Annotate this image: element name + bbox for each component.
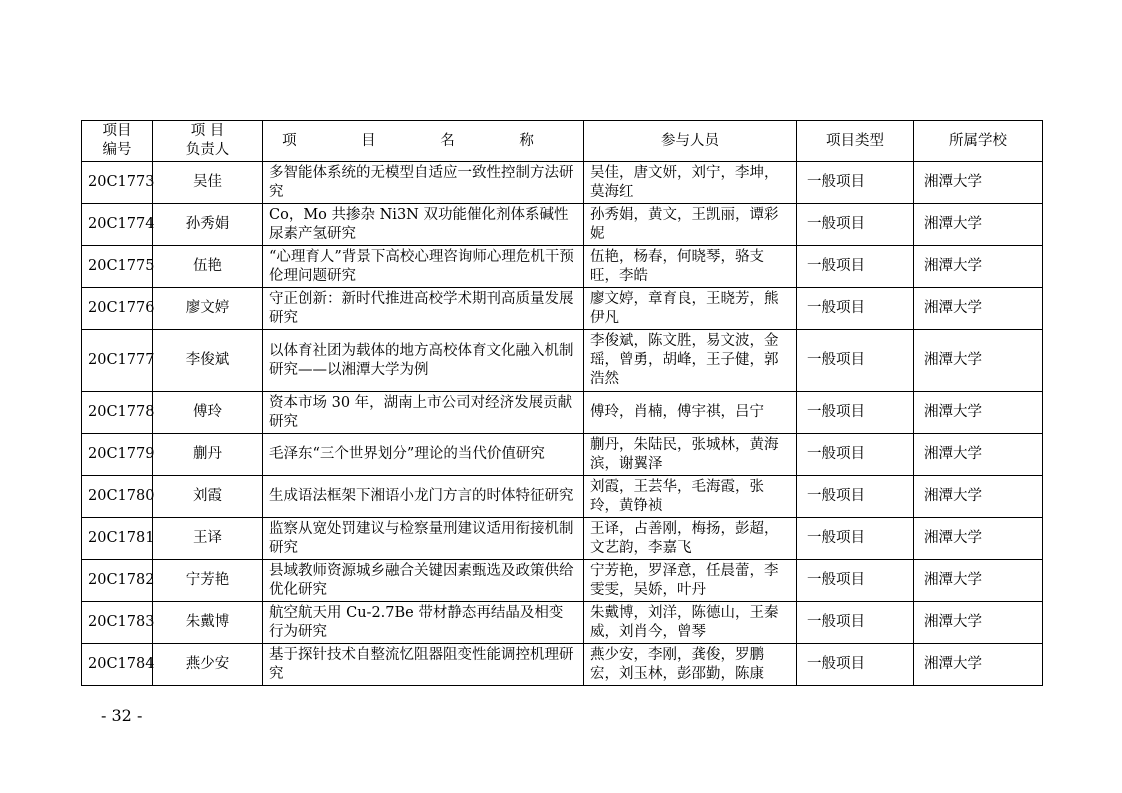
cell-name: 多智能体系统的无模型自适应一致性控制方法研究 (263, 162, 584, 204)
cell-leader: 燕少安 (153, 644, 263, 686)
cell-id: 20C1780 (82, 476, 153, 518)
cell-school: 湘潭大学 (914, 476, 1043, 518)
cell-name: 毛泽东“三个世界划分”理论的当代价值研究 (263, 434, 584, 476)
cell-type: 一般项目 (797, 162, 914, 204)
cell-members: 蒯丹，朱陆民，张城林，黄海滨，谢翼泽 (584, 434, 797, 476)
cell-school: 湘潭大学 (914, 204, 1043, 246)
cell-type: 一般项目 (797, 246, 914, 288)
table-row (82, 476, 1043, 518)
cell-school: 湘潭大学 (914, 518, 1043, 560)
table-body (82, 162, 1043, 686)
table-row (82, 560, 1043, 602)
cell-name: 资本市场 30 年，湖南上市公司对经济发展贡献研究 (263, 392, 584, 434)
cell-leader: 宁芳艳 (153, 560, 263, 602)
cell-name: 监察从宽处罚建议与检察量刑建议适用衔接机制研究 (263, 518, 584, 560)
cell-type: 一般项目 (797, 602, 914, 644)
cell-id: 20C1778 (82, 392, 153, 434)
cell-school: 湘潭大学 (914, 392, 1043, 434)
cell-school: 湘潭大学 (914, 602, 1043, 644)
cell-leader: 王译 (153, 518, 263, 560)
table-row (82, 392, 1043, 434)
header-type: 项目类型 (797, 121, 914, 162)
cell-name: 守正创新：新时代推进高校学术期刊高质量发展研究 (263, 288, 584, 330)
cell-members: 傅玲，肖楠，傅宇祺，吕宁 (584, 392, 797, 434)
table-header-row (82, 121, 1043, 162)
cell-name: 以体育社团为载体的地方高校体育文化融入机制研究——以湘潭大学为例 (263, 330, 584, 392)
cell-name: “心理育人”背景下高校心理咨询师心理危机干预伦理问题研究 (263, 246, 584, 288)
page-number: - 32 - (101, 706, 143, 725)
cell-leader: 廖文婷 (153, 288, 263, 330)
table-row (82, 644, 1043, 686)
cell-school: 湘潭大学 (914, 434, 1043, 476)
cell-members: 伍艳，杨春，何晓琴，骆支旺，李皓 (584, 246, 797, 288)
cell-id: 20C1775 (82, 246, 153, 288)
cell-type: 一般项目 (797, 330, 914, 392)
cell-type: 一般项目 (797, 392, 914, 434)
cell-id: 20C1774 (82, 204, 153, 246)
cell-id: 20C1779 (82, 434, 153, 476)
cell-school: 湘潭大学 (914, 644, 1043, 686)
cell-id: 20C1773 (82, 162, 153, 204)
cell-leader: 蒯丹 (153, 434, 263, 476)
cell-leader: 伍艳 (153, 246, 263, 288)
header-leader: 项 目 负责人 (153, 121, 263, 162)
cell-members: 王译，占善刚，梅扬，彭超，文艺韵，李嘉飞 (584, 518, 797, 560)
cell-leader: 孙秀娟 (153, 204, 263, 246)
cell-id: 20C1782 (82, 560, 153, 602)
cell-leader: 刘霞 (153, 476, 263, 518)
cell-id: 20C1781 (82, 518, 153, 560)
project-table (81, 120, 1043, 686)
table-row (82, 204, 1043, 246)
table-row (82, 330, 1043, 392)
cell-leader: 李俊斌 (153, 330, 263, 392)
cell-leader: 朱戴博 (153, 602, 263, 644)
cell-id: 20C1784 (82, 644, 153, 686)
cell-school: 湘潭大学 (914, 288, 1043, 330)
cell-members: 吴佳，唐文妍，刘宁，李坤，莫海红 (584, 162, 797, 204)
cell-type: 一般项目 (797, 434, 914, 476)
cell-school: 湘潭大学 (914, 162, 1043, 204)
cell-school: 湘潭大学 (914, 560, 1043, 602)
cell-school: 湘潭大学 (914, 246, 1043, 288)
table-row (82, 246, 1043, 288)
cell-name: 航空航天用 Cu-2.7Be 带材静态再结晶及相变行为研究 (263, 602, 584, 644)
cell-members: 李俊斌，陈文胜，易文波，金瑶，曾勇，胡峰，王子健，郭浩然 (584, 330, 797, 392)
table-row (82, 162, 1043, 204)
cell-leader: 傅玲 (153, 392, 263, 434)
cell-type: 一般项目 (797, 204, 914, 246)
cell-name: Co，Mo 共掺杂 Ni3N 双功能催化剂体系碱性尿素产氢研究 (263, 204, 584, 246)
cell-members: 朱戴博，刘洋，陈德山，王秦威，刘肖今，曾琴 (584, 602, 797, 644)
cell-id: 20C1776 (82, 288, 153, 330)
table-row (82, 288, 1043, 330)
cell-type: 一般项目 (797, 288, 914, 330)
cell-type: 一般项目 (797, 518, 914, 560)
cell-type: 一般项目 (797, 560, 914, 602)
cell-members: 刘霞，王芸华，毛海霞，张玲，黄铮祯 (584, 476, 797, 518)
cell-members: 孙秀娟，黄文，王凯丽，谭彩妮 (584, 204, 797, 246)
cell-id: 20C1783 (82, 602, 153, 644)
header-name: 项 目 名 称 (263, 121, 584, 162)
cell-school: 湘潭大学 (914, 330, 1043, 392)
cell-members: 燕少安，李刚，龚俊，罗鹏宏，刘玉林，彭邵勤，陈康 (584, 644, 797, 686)
header-id: 项目 编号 (82, 121, 153, 162)
cell-leader: 吴佳 (153, 162, 263, 204)
cell-members: 廖文婷，章育良，王晓芳，熊伊凡 (584, 288, 797, 330)
cell-name: 生成语法框架下湘语小龙门方言的时体特征研究 (263, 476, 584, 518)
cell-id: 20C1777 (82, 330, 153, 392)
cell-type: 一般项目 (797, 644, 914, 686)
table-row (82, 602, 1043, 644)
header-school: 所属学校 (914, 121, 1043, 162)
table-row (82, 434, 1043, 476)
cell-members: 宁芳艳，罗泽意，任晨蕾，李雯雯，吴娇，叶丹 (584, 560, 797, 602)
cell-name: 县域教师资源城乡融合关键因素甄选及政策供给优化研究 (263, 560, 584, 602)
cell-name: 基于探针技术自整流忆阻器阻变性能调控机理研究 (263, 644, 584, 686)
table-row (82, 518, 1043, 560)
header-members: 参与人员 (584, 121, 797, 162)
cell-type: 一般项目 (797, 476, 914, 518)
